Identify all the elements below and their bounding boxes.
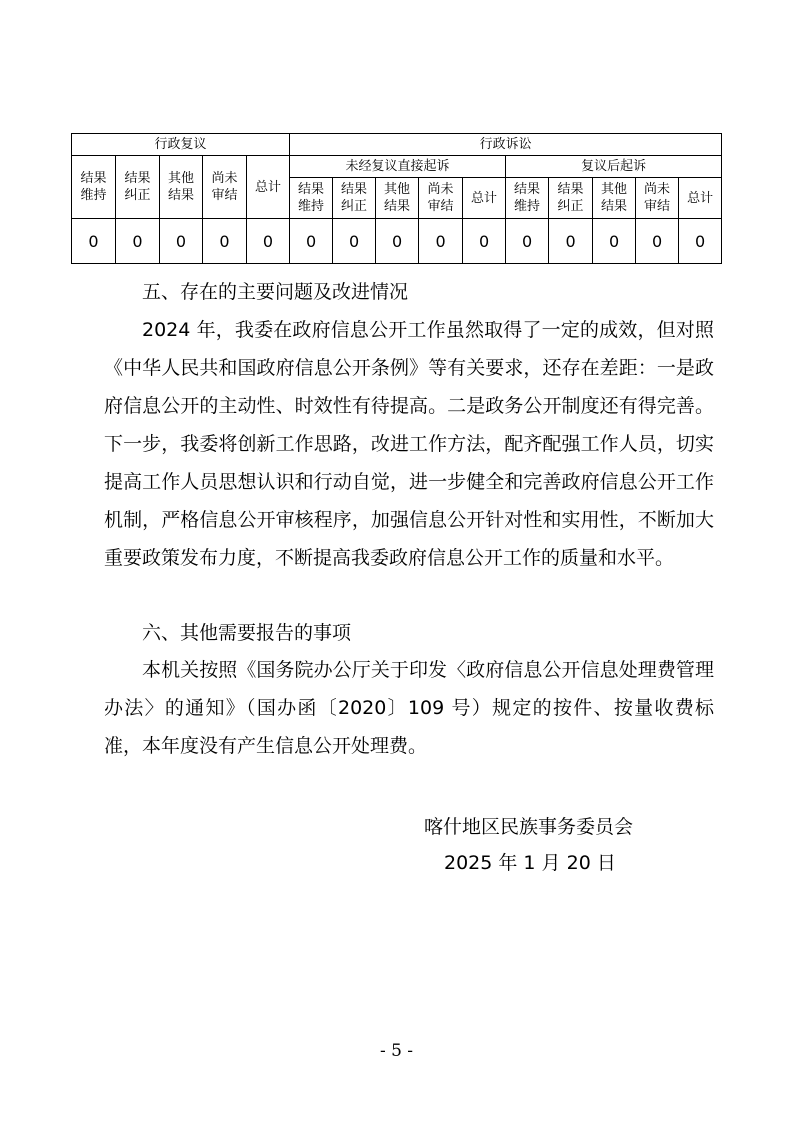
- section6-body: 本机关按照《国务院办公厅关于印发〈政府信息公开信息处理费管理办法〉的通知》（国办函〔2020〕109 号）规定的按件、按量收费标准，本年度没有产生信息公开处理费。: [104, 659, 714, 757]
- table-cell: 0: [333, 219, 376, 264]
- review-corrected-header: 结果 纠正: [116, 156, 160, 219]
- direct-pending-header: 尚未 审结: [419, 178, 463, 219]
- section6-heading: 六、其他需要报告的事项: [142, 622, 352, 644]
- table-cell: 0: [247, 219, 290, 264]
- table-cell: 0: [160, 219, 203, 264]
- table-cell: 0: [116, 219, 160, 264]
- table-cell: 0: [72, 219, 116, 264]
- admin-review-header: 行政复议: [72, 134, 290, 156]
- table-cell: 0: [636, 219, 679, 264]
- after-review-suit-header: 复议后起诉: [506, 156, 722, 178]
- table-cell: 0: [463, 219, 506, 264]
- direct-other-header: 其他 结果: [376, 178, 419, 219]
- review-pending-header: 尚未 审结: [203, 156, 247, 219]
- table-cell: 0: [203, 219, 247, 264]
- direct-total-header: 总计: [463, 178, 506, 219]
- review-other-header: 其他 结果: [160, 156, 203, 219]
- review-maintained-header: 结果 维持: [72, 156, 116, 219]
- section5-body: 2024 年，我委在政府信息公开工作虽然取得了一定的成效，但对照《中华人民共和国政府信息公开条例》等有关要求，还存在差距：一是政府信息公开的主动性、时效性有待提高。二是政务公开制度还有得完善。下一步，我委将创新工作思路，改进工作方法，配齐配强工作人员，切实提高工作人员思想认识和行动自觉，进一步健全和完善政府信息公开工作机制，严格信息公开审核程序，加强信息公开针对性和实用性，不断加大重要政策发布力度，不断提高我委政府信息公开工作的质量和水平。: [104, 319, 714, 569]
- direct-corrected-header: 结果 纠正: [333, 178, 376, 219]
- table-cell: 0: [376, 219, 419, 264]
- table-cell: 0: [290, 219, 333, 264]
- after-total-header: 总计: [679, 178, 722, 219]
- section5-heading: 五、存在的主要问题及改进情况: [142, 281, 409, 303]
- review-total-header: 总计: [247, 156, 290, 219]
- table-row: [72, 219, 722, 264]
- after-maintained-header: 结果 维持: [506, 178, 549, 219]
- after-corrected-header: 结果 纠正: [549, 178, 593, 219]
- after-pending-header: 尚未 审结: [636, 178, 679, 219]
- table-cell: 0: [679, 219, 722, 264]
- table-cell: 0: [506, 219, 549, 264]
- table-cell: 0: [419, 219, 463, 264]
- page-number: - 5 -: [379, 1041, 414, 1061]
- direct-maintained-header: 结果 维持: [290, 178, 333, 219]
- signature-date: 2025 年 1 月 20 日: [444, 852, 616, 874]
- table-cell: 0: [549, 219, 593, 264]
- review-litigation-table: [71, 133, 722, 264]
- after-other-header: 其他 结果: [593, 178, 636, 219]
- table-cell: 0: [593, 219, 636, 264]
- signature-organization: 喀什地区民族事务委员会: [424, 816, 634, 838]
- direct-suit-header: 未经复议直接起诉: [290, 156, 506, 178]
- admin-litigation-header: 行政诉讼: [290, 134, 722, 156]
